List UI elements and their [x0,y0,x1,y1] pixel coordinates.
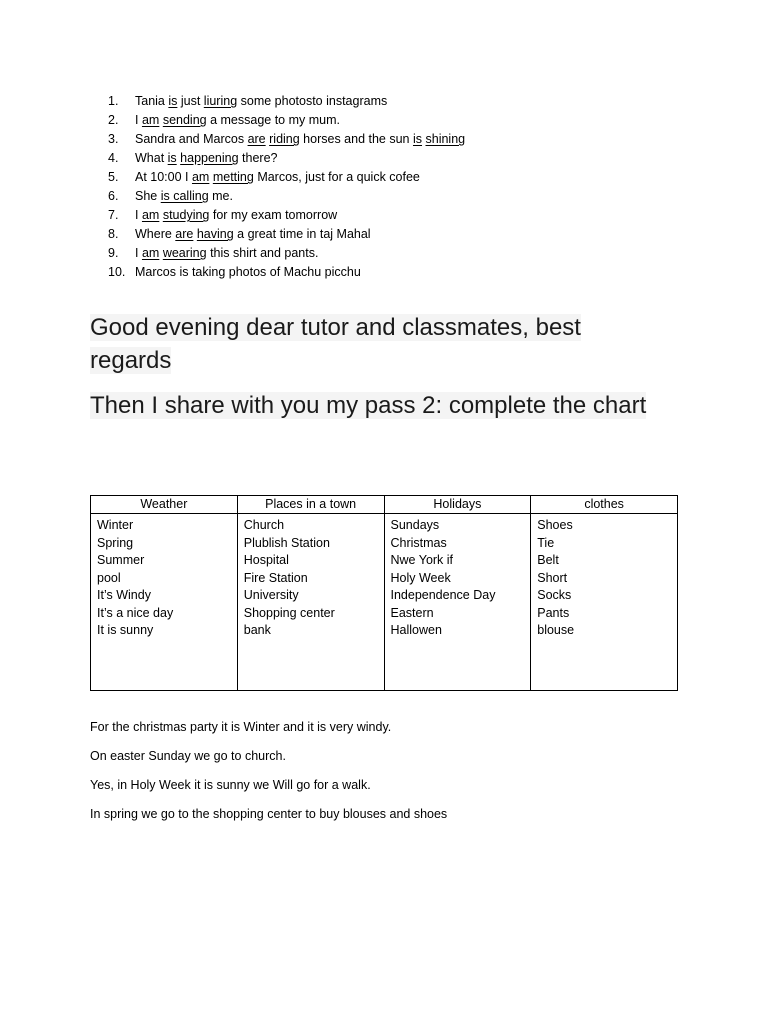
sentence-3: Yes, in Holy Week it is sunny we Will go for a walk. [90,778,371,792]
underlined-verb: shining [425,132,466,146]
chart-cell: Christmas [390,535,447,550]
exercise-item [108,244,465,263]
exercise-number: 7. [108,208,119,222]
exercise-item [108,187,465,206]
chart-cell: Independence Day [390,588,496,602]
header-places: Places in a town [237,496,384,514]
chart-cell: Spring [97,535,134,550]
chart-cell: Nwe York if [390,553,454,567]
exercise-item [108,263,465,282]
exercise-item [108,92,465,111]
underlined-verb: is [412,132,423,146]
exercise-number: 3. [108,132,119,146]
weather-column-cell [91,514,238,691]
sentence-1: For the christmas party it is Winter and it is very windy. [90,720,392,734]
underlined-verb: metting [212,170,254,184]
exercise-item [108,130,465,149]
sentence-text: Sandra and Marcos [135,132,248,146]
chart-cell: University [243,588,299,602]
sentence-text: just [177,94,204,108]
underlined-verb: sending [162,113,207,127]
exercise-item [108,168,465,187]
underlined-verb: are [247,132,266,146]
sentence-text: Marcos is taking photos of Machu picchu [135,265,361,279]
chart-cell: Church [243,518,285,532]
sentence-text: a message to my mum. [206,113,340,127]
exercise-list [108,92,465,282]
chart-cell: Summer [97,553,145,567]
chart-cell: blouse [537,623,575,637]
header-clothes: clothes [531,496,678,514]
chart-cell: It’s Windy [97,588,151,602]
chart-cell: Pants [537,605,570,620]
underlined-verb: am [141,246,160,260]
underlined-verb: are [175,227,194,241]
exercise-number: 4. [108,151,119,165]
header-weather: Weather [91,496,238,514]
header-holidays: Holidays [384,496,531,514]
chart-header-row [91,496,678,514]
holidays-column-cell [384,514,531,691]
chart-cell: Fire Station [243,570,308,585]
sentence-text: Where [135,227,176,241]
sentence-text: there? [238,151,278,165]
intro-heading: Then I share with you my pass 2: complete the chart [90,392,647,419]
sentence-text: Marcos, just for a quick cofee [253,170,420,184]
clothes-column-cell [531,514,678,691]
exercise-number: 1. [108,94,119,108]
chart-cell: Socks [537,588,572,602]
chart-cell: Tie [537,535,555,550]
exercise-number: 9. [108,246,119,260]
exercise-item [108,206,465,225]
sentence-text: me. [208,189,233,203]
exercise-number: 6. [108,189,119,203]
exercise-item [108,149,465,168]
chart-cell: Short [537,570,568,585]
sentence-text: I [135,246,142,260]
underlined-verb: am [141,208,160,222]
places-column-cell [237,514,384,691]
chart-cell: pool [97,570,121,585]
chart-cell: Sundays [390,518,440,532]
exercise-item [108,225,465,244]
chart-cell: Hospital [243,553,289,567]
sentence-text: At 10:00 I [135,170,192,184]
exercise-number: 10. [108,265,126,279]
underlined-verb: is [167,151,177,165]
sentence-text: horses and the sun [299,132,413,146]
underlined-verb: wearing [162,246,207,260]
chart-cell: Hallowen [390,623,442,637]
chart-cell: Belt [537,553,559,567]
sentence-text: What [135,151,168,165]
sentence-4: In spring we go to the shopping center to buy blouses and shoes [90,807,448,821]
chart-cell: Plublish Station [243,535,330,550]
sentence-text: some photosto instagrams [237,94,388,108]
greeting-heading: Good evening dear tutor and classmates, best regards [90,314,581,374]
underlined-verb: riding [269,132,300,146]
chart-cell: Holy Week [390,570,451,585]
chart-cell: It is sunny [97,623,154,637]
chart-cell: bank [243,623,271,637]
underlined-verb: happening [180,151,239,165]
chart-body-row [91,514,678,691]
vocabulary-chart [90,495,678,691]
underlined-verb: is [168,94,178,108]
underlined-verb: studying [162,208,210,222]
chart-cell: Shopping center [243,605,335,620]
chart-cell: Winter [97,518,134,532]
exercise-number: 5. [108,170,119,184]
sentence-text: I [135,113,142,127]
sentence-text: I [135,208,142,222]
underlined-verb: am [191,170,210,184]
sentence-text: for my exam tomorrow [209,208,338,222]
underlined-verb: am [141,113,160,127]
sentence-text: Tania [135,94,169,108]
underlined-verb: having [196,227,234,241]
sentence-text: She [135,189,161,203]
exercise-number: 8. [108,227,119,241]
sentence-2: On easter Sunday we go to church. [90,749,286,763]
exercise-item [108,111,465,130]
underlined-verb: is calling [160,189,209,203]
chart-cell: It’s a nice day [97,605,174,620]
exercise-number: 2. [108,113,119,127]
underlined-verb: liuring [203,94,238,108]
sentence-text: this shirt and pants. [206,246,319,260]
chart-cell: Eastern [390,605,434,620]
sentence-text: a great time in taj Mahal [233,227,371,241]
chart-cell: Shoes [537,518,573,532]
